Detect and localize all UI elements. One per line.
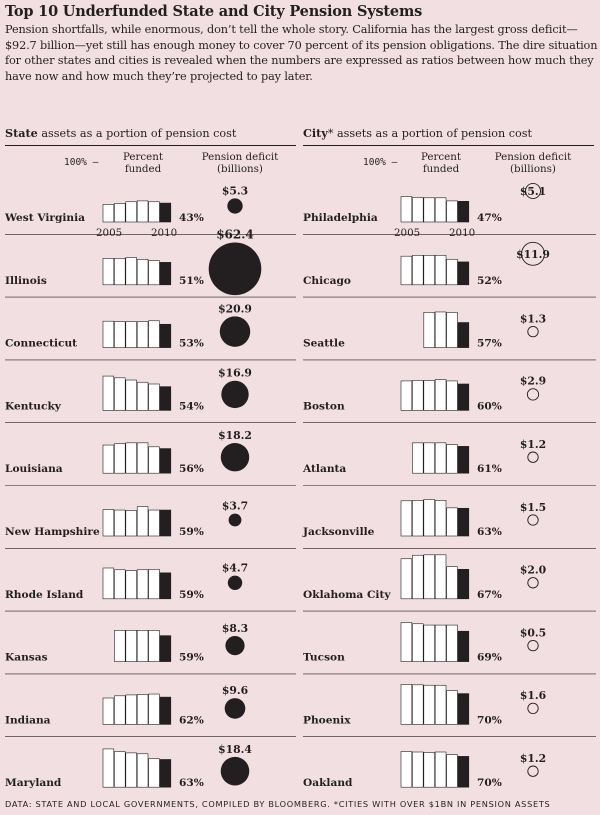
bar	[447, 567, 458, 599]
state-panel-heading-bold: State	[5, 126, 38, 140]
bar	[149, 202, 160, 222]
row-name-label: Indiana	[5, 714, 51, 727]
bar	[435, 198, 446, 222]
deficit-bubble	[528, 766, 538, 776]
deficit-label: $3.7	[221, 499, 249, 513]
row-name-label: Oklahoma City	[303, 588, 391, 601]
bar-2010	[458, 262, 469, 285]
bar	[412, 255, 423, 284]
bar	[435, 625, 446, 662]
bar	[447, 381, 458, 410]
bar	[447, 312, 458, 347]
bar	[137, 201, 148, 222]
bar-2010	[458, 569, 469, 598]
bar	[114, 696, 125, 725]
row-phoenix	[303, 674, 596, 727]
row-jacksonville	[302, 486, 596, 539]
row-new-hampshire	[5, 486, 296, 539]
bar-2010	[160, 697, 171, 724]
deficit-bubble	[220, 316, 250, 346]
deficit-bubble	[225, 636, 244, 655]
bar-2010	[458, 201, 469, 222]
row-name-label: Phoenix	[303, 714, 351, 727]
funded-percent-label: 63%	[179, 777, 204, 790]
bar	[424, 555, 435, 599]
bar	[412, 752, 423, 787]
deficit-label: $16.9	[218, 366, 252, 380]
bar	[126, 571, 137, 599]
deficit-bubble	[528, 515, 538, 525]
deficit-label: $8.3	[221, 622, 249, 636]
bar	[401, 501, 412, 536]
row-name-label: New Hampshire	[5, 526, 100, 538]
bar	[424, 499, 435, 536]
bar-2010	[458, 323, 469, 348]
bar	[412, 555, 423, 599]
deficit-bubble	[221, 381, 248, 408]
row-name-label: Maryland	[5, 777, 62, 790]
bar	[103, 510, 114, 536]
bar-2010	[160, 262, 171, 284]
row-name-label: Chicago	[303, 274, 351, 287]
bar	[149, 569, 160, 598]
row-name-label: Seattle	[303, 337, 345, 350]
bar	[103, 749, 114, 787]
bar	[401, 256, 412, 285]
bar	[424, 625, 435, 662]
row-name-label: Illinois	[5, 274, 47, 287]
bar	[412, 624, 423, 662]
row-name-label: Oakland	[303, 777, 353, 790]
state-year-end-label: 2010	[151, 227, 178, 239]
bar	[137, 259, 148, 285]
deficit-label: $1.3	[519, 312, 547, 326]
bar	[412, 197, 423, 222]
bar	[114, 322, 125, 348]
bar	[149, 261, 160, 285]
row-name-label: Connecticut	[5, 337, 78, 350]
state-panel-rows	[4, 184, 296, 789]
bar	[103, 321, 114, 347]
deficit-label: $5.3	[221, 184, 249, 198]
row-tucson	[303, 611, 596, 664]
row-kansas	[5, 611, 296, 664]
bar	[401, 381, 412, 410]
row-name-label: Rhode Island	[5, 588, 84, 601]
row-chicago	[303, 234, 596, 286]
bar	[412, 500, 423, 536]
bar	[149, 384, 160, 410]
bar	[435, 380, 446, 411]
bar	[424, 685, 435, 724]
deficit-label: $20.9	[218, 302, 252, 316]
bar	[126, 322, 137, 348]
funded-percent-label: 59%	[179, 588, 204, 601]
bar	[103, 698, 114, 724]
row-illinois	[5, 227, 296, 295]
bar	[447, 508, 458, 536]
bar	[401, 196, 412, 222]
row-maryland	[5, 737, 296, 790]
bar	[435, 752, 446, 787]
bar	[401, 622, 412, 661]
bar	[126, 443, 137, 473]
bar-2010	[160, 387, 171, 411]
row-name-label: Kentucky	[5, 400, 61, 413]
bar	[137, 754, 148, 787]
funded-percent-label: 70%	[477, 777, 502, 790]
bar	[114, 752, 125, 788]
bar	[126, 202, 137, 222]
deficit-label: $62.4	[216, 227, 254, 242]
bar	[424, 198, 435, 222]
bar	[103, 376, 114, 410]
bar	[447, 755, 458, 788]
bar	[114, 510, 125, 536]
funded-percent-label: 61%	[477, 463, 502, 476]
bar	[137, 694, 148, 724]
bar	[401, 559, 412, 599]
bar	[424, 443, 435, 473]
funded-percent-label: 51%	[179, 274, 204, 287]
bar-2010	[458, 384, 469, 410]
bar-2010	[160, 203, 171, 222]
funded-percent-label: 47%	[477, 212, 502, 224]
bar	[424, 255, 435, 284]
bar	[401, 752, 412, 788]
deficit-bubble	[209, 242, 262, 295]
bar	[137, 322, 148, 348]
funded-percent-label: 67%	[477, 588, 502, 601]
bar	[424, 312, 435, 347]
bar	[412, 380, 423, 410]
bar	[435, 555, 446, 599]
deficit-label: $18.4	[218, 742, 252, 756]
row-name-label: Jacksonville	[303, 526, 375, 538]
bar	[137, 382, 148, 410]
bar	[447, 445, 458, 474]
bar	[137, 570, 148, 599]
bar-2010	[160, 324, 171, 347]
bar	[103, 445, 114, 473]
bar	[114, 378, 125, 411]
row-boston	[303, 360, 596, 413]
funded-percent-label: 63%	[477, 526, 502, 538]
bar	[435, 312, 446, 348]
row-oakland	[303, 737, 596, 790]
row-rhode-island	[5, 548, 296, 601]
bar	[137, 507, 148, 536]
deficit-label: $1.2	[519, 752, 547, 765]
deficit-bubble	[527, 389, 538, 400]
deficit-label: $4.7	[221, 561, 249, 575]
bar	[447, 259, 458, 285]
bar	[126, 753, 137, 787]
row-name-label: Boston	[303, 400, 345, 413]
row-west-virginia	[4, 184, 248, 224]
deficit-bubble	[229, 514, 242, 527]
city-100-percent-label: 100% –	[363, 157, 398, 168]
deficit-label: $11.9	[516, 247, 550, 261]
bar	[137, 630, 148, 661]
row-name-label: West Virginia	[5, 212, 85, 224]
bar	[149, 321, 160, 348]
funded-percent-label: 56%	[179, 463, 204, 476]
funded-percent-label: 53%	[179, 337, 204, 350]
bar	[435, 500, 446, 536]
bar	[435, 443, 446, 473]
deficit-bubble	[221, 757, 250, 786]
row-oklahoma-city	[303, 548, 596, 601]
state-pension-deficit-heading: Pension deficit (billions)	[201, 151, 279, 175]
funded-percent-label: 62%	[179, 714, 204, 727]
bar	[103, 568, 114, 599]
state-percent-funded-heading: Percent funded	[122, 151, 164, 175]
bar	[114, 204, 125, 222]
row-indiana	[5, 674, 296, 727]
deficit-label: $5.1	[519, 185, 547, 198]
row-name-label: Tucson	[303, 651, 345, 664]
deficit-bubble	[528, 326, 538, 336]
bar	[114, 630, 125, 661]
deficit-bubble	[528, 452, 538, 462]
row-louisiana	[5, 423, 296, 476]
deficit-label: $1.5	[519, 500, 547, 514]
bar	[447, 625, 458, 662]
funded-percent-label: 52%	[477, 274, 502, 287]
bar	[412, 443, 423, 473]
deficit-bubble	[225, 698, 246, 719]
funded-percent-label: 57%	[477, 337, 502, 350]
city-panel-rows	[302, 183, 596, 789]
funded-percent-label: 59%	[179, 526, 204, 538]
deficit-bubble	[528, 703, 538, 713]
intro-text: Pension shortfalls, while enormous, don’t tell the whole story. California has the largest gross deficit—$92.7 billion—yet still has enough money to cover 70 percent of its pension obligations. The dire situation for other states and cities is revealed when the numbers are expressed as ratios between how much they have now and how much they’re projected to pay later.	[5, 23, 598, 83]
deficit-label: $9.6	[221, 684, 249, 698]
bar-2010	[458, 694, 469, 725]
row-connecticut	[5, 297, 296, 350]
bar	[103, 204, 114, 222]
row-philadelphia	[303, 183, 546, 224]
bar	[447, 201, 458, 222]
deficit-bubble	[227, 198, 242, 213]
bar	[447, 691, 458, 725]
funded-percent-label: 60%	[477, 400, 502, 413]
bar-2010	[458, 508, 469, 536]
row-name-label: Atlanta	[303, 463, 347, 476]
bar	[424, 752, 435, 787]
deficit-label: $1.2	[519, 438, 547, 451]
bar-2010	[458, 631, 469, 661]
bar	[149, 630, 160, 661]
page-title: Top 10 Underfunded State and City Pension Systems	[5, 3, 423, 20]
bar	[126, 380, 137, 410]
bar	[126, 258, 137, 285]
city-year-end-label: 2010	[449, 227, 476, 239]
deficit-label: $0.5	[519, 626, 547, 640]
deficit-label: $1.6	[519, 689, 547, 703]
deficit-bubble	[221, 443, 249, 471]
funded-percent-label: 69%	[477, 651, 502, 664]
row-name-label: Philadelphia	[303, 212, 378, 224]
city-year-start-label: 2005	[394, 227, 421, 239]
bar-2010	[160, 636, 171, 662]
bar-2010	[160, 759, 171, 787]
deficit-bubble	[228, 576, 242, 590]
bar	[435, 685, 446, 724]
funded-percent-label: 43%	[179, 212, 204, 224]
city-pension-deficit-heading: Pension deficit (billions)	[494, 151, 572, 175]
state-100-percent-label: 100% –	[64, 157, 99, 168]
row-seattle	[303, 297, 596, 350]
bar-2010	[160, 573, 171, 599]
bar	[126, 510, 137, 536]
row-kentucky	[5, 360, 296, 413]
deficit-label: $2.9	[519, 374, 547, 388]
bar	[114, 258, 125, 284]
bar	[401, 684, 412, 724]
funded-percent-label: 70%	[477, 714, 502, 727]
bar	[435, 255, 446, 284]
city-panel-heading-bold: City	[303, 126, 328, 140]
city-percent-funded-heading: Percent funded	[420, 151, 462, 175]
bar	[149, 759, 160, 788]
bar-2010	[458, 446, 469, 473]
row-atlanta	[302, 423, 596, 476]
bar	[137, 443, 148, 473]
bar	[103, 258, 114, 284]
deficit-label: $18.2	[218, 428, 252, 442]
bar-2010	[458, 756, 469, 787]
bar	[126, 630, 137, 661]
bar	[149, 694, 160, 724]
funded-percent-label: 54%	[179, 400, 204, 413]
bar-2010	[160, 449, 171, 474]
deficit-label: $2.0	[519, 563, 547, 577]
bar	[424, 380, 435, 410]
bar	[149, 447, 160, 473]
bar	[114, 444, 125, 473]
deficit-bubble	[528, 578, 538, 588]
state-year-start-label: 2005	[96, 227, 123, 239]
bar	[149, 510, 160, 536]
bar	[114, 570, 125, 599]
funded-percent-label: 59%	[179, 651, 204, 664]
bar	[126, 695, 137, 724]
city-panel-heading-rest: * assets as a portion of pension cost	[327, 127, 533, 140]
row-name-label: Kansas	[5, 651, 48, 664]
source-footer: DATA: STATE AND LOCAL GOVERNMENTS, COMPILED BY BLOOMBERG. *CITIES WITH OVER $1BN IN PENSION ASSETS	[5, 799, 551, 809]
deficit-bubble	[528, 640, 538, 650]
bar-2010	[160, 510, 171, 536]
bar	[412, 685, 423, 725]
state-panel-heading-rest: assets as a portion of pension cost	[37, 127, 237, 140]
row-name-label: Louisiana	[5, 463, 63, 476]
